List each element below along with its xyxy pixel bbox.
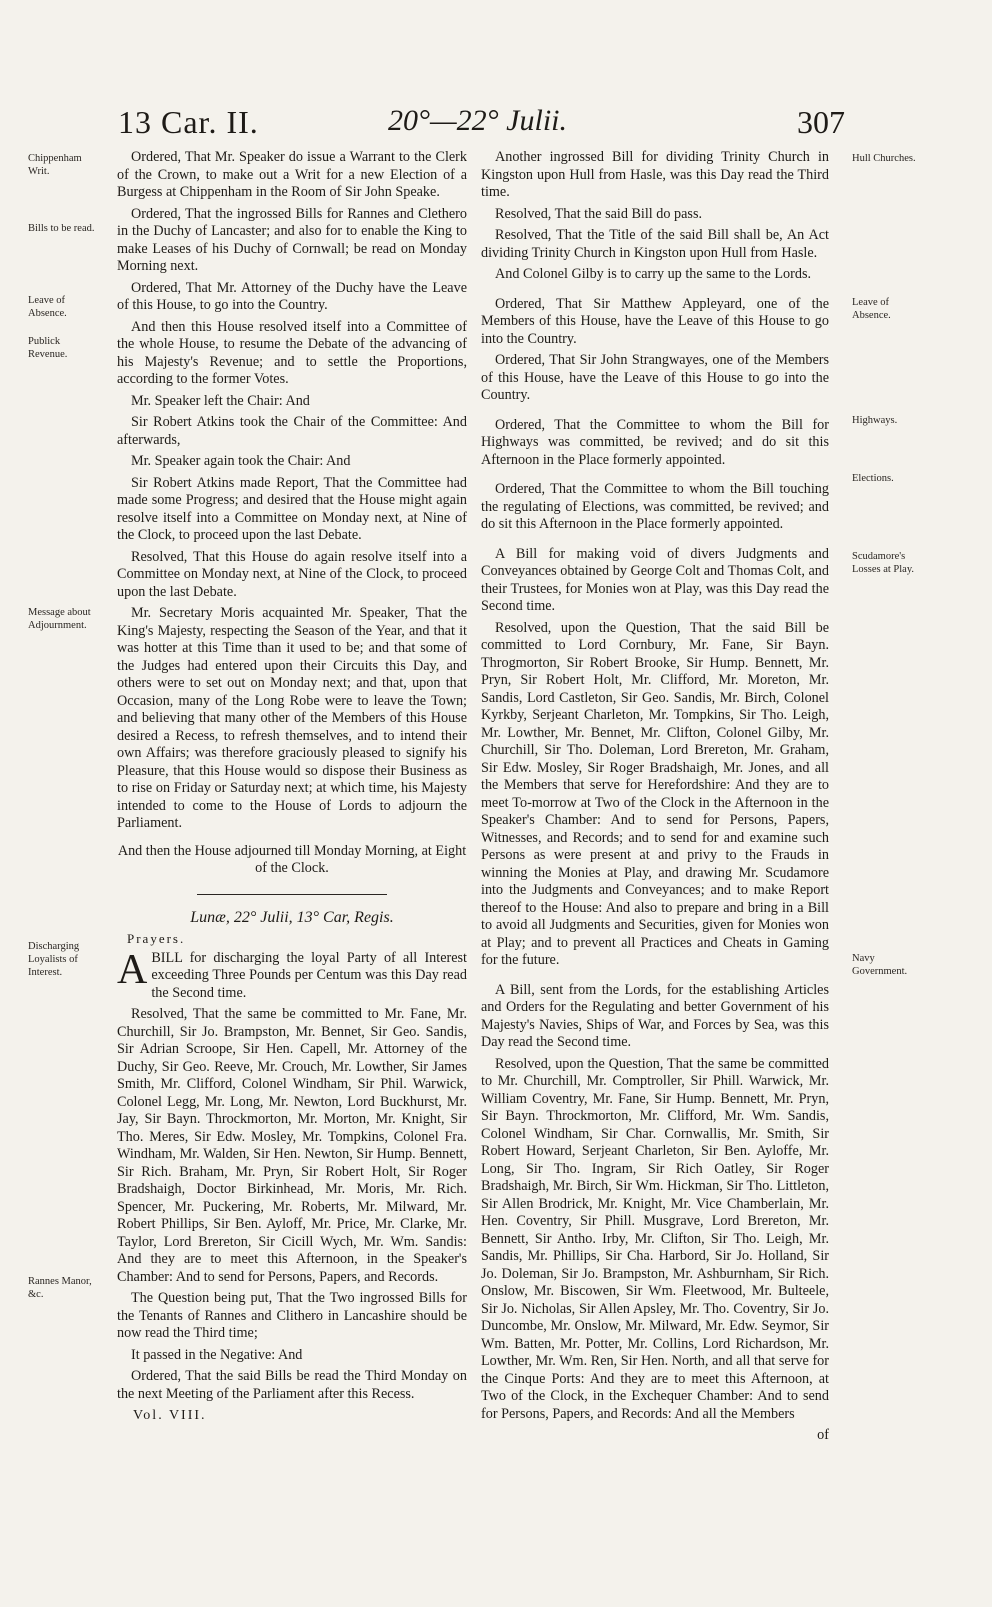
- paragraph: Ordered, That the Committee to whom the Bill touching the regulating of Elections, was committed, be revived; and do sit this Afternoon in the Place formerly appointed.: [481, 481, 829, 532]
- header-dates: 20°—22° Julii.: [388, 104, 567, 137]
- catchword: of: [817, 1427, 829, 1443]
- paragraph: Resolved, That this House do again resolve itself into a Committee on Monday next, at Nine of the Clock, to proceed upon the last Debate.: [117, 548, 467, 600]
- paragraph: A Bill, sent from the Lords, for the establishing Articles and Orders for the Regulating and better Government of his Majesty's Navies, Ships of War, and Forces by Sea, was this Day read the Second time.: [481, 981, 829, 1050]
- paragraph: Mr. Speaker left the Chair: And: [131, 392, 310, 409]
- margin-note: Discharging Loyalists of Interest.: [28, 941, 80, 978]
- margin-note: Rannes Manor, &c.: [28, 1276, 92, 1300]
- paragraph: The Question being put, That the Two ingrossed Bills for the Tenants of Rannes and Clithero in Lancashire should be now read the Third time;: [117, 1290, 467, 1341]
- margin-note: Message about Adjournment.: [28, 607, 91, 631]
- paragraph: [117, 946, 467, 1003]
- paragraph: Mr. Secretary Moris acquainted Mr. Speaker, That the King's Majesty, respecting the Season of the Year, and that it was hotter at this Time than it used to be; and that some of the Judges had entered upon their Circuits this Day, and others were to set out on Monday next; and that, upon that Occasion, many of the Long Robe were to leave the Town; and believing that many other of the Members of this House desired a Recess, to refresh themselves, and to intend their own Affairs; was therefore graciously pleased to signify his Pleasure, that this House would so dispose their Business as to rise on Friday or Saturday next; at which time, his Majesty intended to come to the House of Lords to adjourn the Parliament.: [117, 605, 467, 831]
- paragraph: Mr. Speaker again took the Chair: And: [131, 453, 351, 469]
- paragraph: Resolved, That the Title of the said Bill shall be, An Act dividing Trinity Church in Kingston upon Hull from Hasle.: [481, 227, 829, 261]
- right-column: [481, 149, 829, 1445]
- page-header: [0, 104, 992, 148]
- paragraph: Resolved, upon the Question, That the said Bill be committed to Lord Cornbury, Mr. Fane, Sir Bayn. Throgmorton, Sir Robert Brooke, Sir Hump. Bennett, Mr. Pryn, Sir Robert Holt, Mr. Clifford, Mr. Moreton, Mr. Sandis, Lord Castleton, Sir Geo. Sandis, Mr. Birch, Colonel Kyrkby, Serjeant Charleton, Mr. Tompkins, Sir Tho. Leigh, Mr. Lowther, Mr. Bennet, Mr. Clifton, Colonel Gilby, Mr. Churchill, Sir Tho. Doleman, Lord Brereton, Mr. Graham, Sir Edw. Mosley, Sir Roger Bradshaigh, Mr. Jones, and all the Members that serve for Herefordshire: And they are to meet To-morrow at Two of the Clock in the Afternoon in the Speaker's Chamber: And to send for Persons, Papers, Witnesses, and Records; and to send for and examine such Persons as were present at and privy to the Frauds in winning the Monies at Play, and drawing Mr. Scudamore into the Judgments and Conveyances; and to make Report thereof to the House: And also to prepare and bring in a Bill to avoid all Judgments and Securities, given for Monies won at Play; and to prevent all Practices and Cheats in Gaming for the future.: [481, 619, 829, 968]
- drop-cap: A: [117, 946, 148, 993]
- section-divider: [197, 894, 387, 895]
- margin-note: Hull Churches.: [852, 153, 916, 164]
- prayers-heading: Prayers.: [127, 931, 186, 946]
- margin-note: Publick Revenue.: [28, 336, 68, 360]
- adjournment-note: And then the House adjourned till Monday Morning, at Eight of the Clock.: [117, 842, 467, 876]
- paragraph: Resolved, That the same be committed to Mr. Fane, Mr. Churchill, Sir Jo. Brampston, Mr. Bennet, Sir Geo. Sandis, Sir Adrian Scroope, Sir Hen. Capell, Mr. Attorney of the Duchy, Sir Geo. Reeve, Mr. Crouch, Mr. Lowther, Sir James Smith, Mr. Clifford, Colonel Windham, Sir Phil. Warwick, Colonel Legg, Mr. Long, Mr. Newton, Lord Buckhurst, Mr. Jay, Sir Bayn. Throckmorton, Mr. Morton, Mr. Knight, Sir Tho. Meres, Sir Edw. Mosley, Mr. Tompkins, Colonel Fra. Windham, Mr. Walden, Sir Hen. Newton, Sir Hump. Bennett, Sir Rich. Braham, Mr. Pryn, Sir Robert Holt, Sir Roger Bradshaigh, Doctor Birkinhead, Mr. Moris, Mr. Rich. Spencer, Mr. Puckering, Mr. Roberts, Mr. Milward, Mr. Robert Phillips, Sir Ben. Ayloff, Mr. Price, Mr. Clarke, Mr. Taylor, Lord Brereton, Sir Cicill Wych, Mr. Wm. Sandis: And they are to meet this Afternoon, in the Speaker's Chamber: And to send for Persons, Papers, and Records.: [117, 1006, 467, 1285]
- paragraph: Resolved, That the said Bill do pass.: [495, 205, 703, 222]
- page-number: 307: [797, 104, 845, 140]
- margin-note: Bills to be read.: [28, 223, 95, 234]
- paragraph: Ordered, That the ingrossed Bills for Rannes and Clethero in the Duchy of Lancaster; and also for to enable the King to make Leases of his Duchy of Cornwall; be read on Monday Morning next.: [117, 205, 467, 274]
- paragraph: Sir Robert Atkins made Report, That the Committee had made some Progress; and desired that the House might again resolve itself into a Committee on Monday next, at Nine of the Clock, to proceed upon the last Debate.: [117, 474, 467, 543]
- bill-text: BILL for discharging the loyal Party of all Interest exceeding Three Pounds per Centum was this Day read the Second time.: [151, 949, 467, 1001]
- margin-note: Highways.: [852, 415, 898, 426]
- paragraph: And Colonel Gilby is to carry up the same to the Lords.: [495, 266, 812, 282]
- volume-signature: Vol. VIII.: [133, 1408, 207, 1423]
- paragraph: And then this House resolved itself into a Committee of the whole House, to resume the Debate of the advancing of his Majesty's Revenue; and to settle the Proportions, according to the former Votes.: [117, 318, 467, 387]
- paragraph: Ordered, That the said Bills be read the Third Monday on the next Meeting of the Parliament after this Recess.: [117, 1368, 467, 1402]
- paragraph: Resolved, upon the Question, That the same be committed to Mr. Churchill, Mr. Comptroller, Sir Phill. Warwick, Mr. William Coventry, Mr. Fane, Sir Hump. Bennett, Mr. Pryn, Sir Bayn. Throckmorton, Mr. Clifford, Mr. Wm. Sandis, Colonel Windham, Sir Char. Cornwallis, Mr. Smith, Sir Robert Howard, Serjeant Charleton, Sir Ben. Ayloffe, Mr. Long, Sir Tho. Ingram, Sir Rich Oatley, Sir Roger Bradshaigh, Mr. Birch, Sir Wm. Hickman, Sir Tho. Littleton, Sir Allen Brodrick, Mr. Knight, Mr. Vice Chamberlain, Mr. Hen. Coventry, Sir Phill. Musgrave, Lord Brereton, Mr. Bennett, Sir Antho. Irby, Mr. Clifton, Sir Tho. Leigh, Mr. Sandis, Mr. Phillips, Sir Cha. Harbord, Sir Jo. Holland, Sir Jo. Doleman, Sir Jo. Brampston, Mr. Ashburnham, Sir Rich. Onslow, Mr. Biscowen, Sir Wm. Fleetwood, Mr. Bulteele, Sir Jo. Nicholas, Sir Allen Apsley, Mr. Tho. Coventry, Sir Jo. Duncombe, Mr. Onslow, Mr. Milward, Mr. Edw. Seymor, Sir Wm. Batten, Mr. Potter, Mr. Collins, Lord Richardson, Mr. Lowther, Mr. Wm. Ren, Sir Hen. North, and all that serve for the Cinque Ports: And they are to meet this Afternoon, at Two of the Clock, in the Exchequer Chamber: And to send for Persons, Papers, and Records: And all the Members: [481, 1055, 829, 1422]
- date-heading: Lunæ, 22° Julii, 13° Car, Regis.: [190, 908, 394, 926]
- left-column: [117, 149, 467, 1425]
- paragraph: Ordered, That the Committee to whom the Bill for Highways was committed, be revived; and do sit this Afternoon in the Place formerly appointed.: [481, 416, 829, 468]
- paragraph: Ordered, That Sir Matthew Appleyard, one of the Members of this House, have the Leave of this House to go into the Country.: [481, 295, 829, 347]
- margin-note: Leave of Absence.: [852, 297, 891, 321]
- paragraph: It passed in the Negative: And: [131, 1346, 303, 1363]
- margin-note: Chippenham Writ.: [28, 153, 82, 177]
- margin-note: Leave of Absence.: [28, 295, 67, 319]
- margin-note: Navy Government.: [852, 953, 908, 977]
- paragraph: Ordered, That Sir John Strangwayes, one of the Members of this House, have the Leave of this House to go into the Country.: [481, 352, 829, 403]
- margin-note: Elections.: [852, 473, 894, 484]
- margin-note: Scudamore's Losses at Play.: [852, 551, 915, 575]
- paragraph: Another ingrossed Bill for dividing Trinity Church in Kingston upon Hull from Hasle, was this Day read the Third time.: [481, 149, 829, 200]
- paragraph: Sir Robert Atkins took the Chair of the Committee: And afterwards,: [117, 414, 467, 448]
- paragraph: A Bill for making void of divers Judgments and Conveyances obtained by George Colt and Thomas Colt, and their Trustees, for Monies won at Play, was this Day read the Second time.: [481, 545, 829, 614]
- paragraph: Ordered, That Mr. Speaker do issue a Warrant to the Clerk of the Crown, to make out a Writ for a new Election of a Burgess at Chippenham in the Room of Sir John Speake.: [117, 149, 467, 200]
- paragraph: Ordered, That Mr. Attorney of the Duchy have the Leave of this House, to go into the Country.: [117, 279, 467, 313]
- header-regnal-year: 13 Car. II.: [118, 104, 259, 140]
